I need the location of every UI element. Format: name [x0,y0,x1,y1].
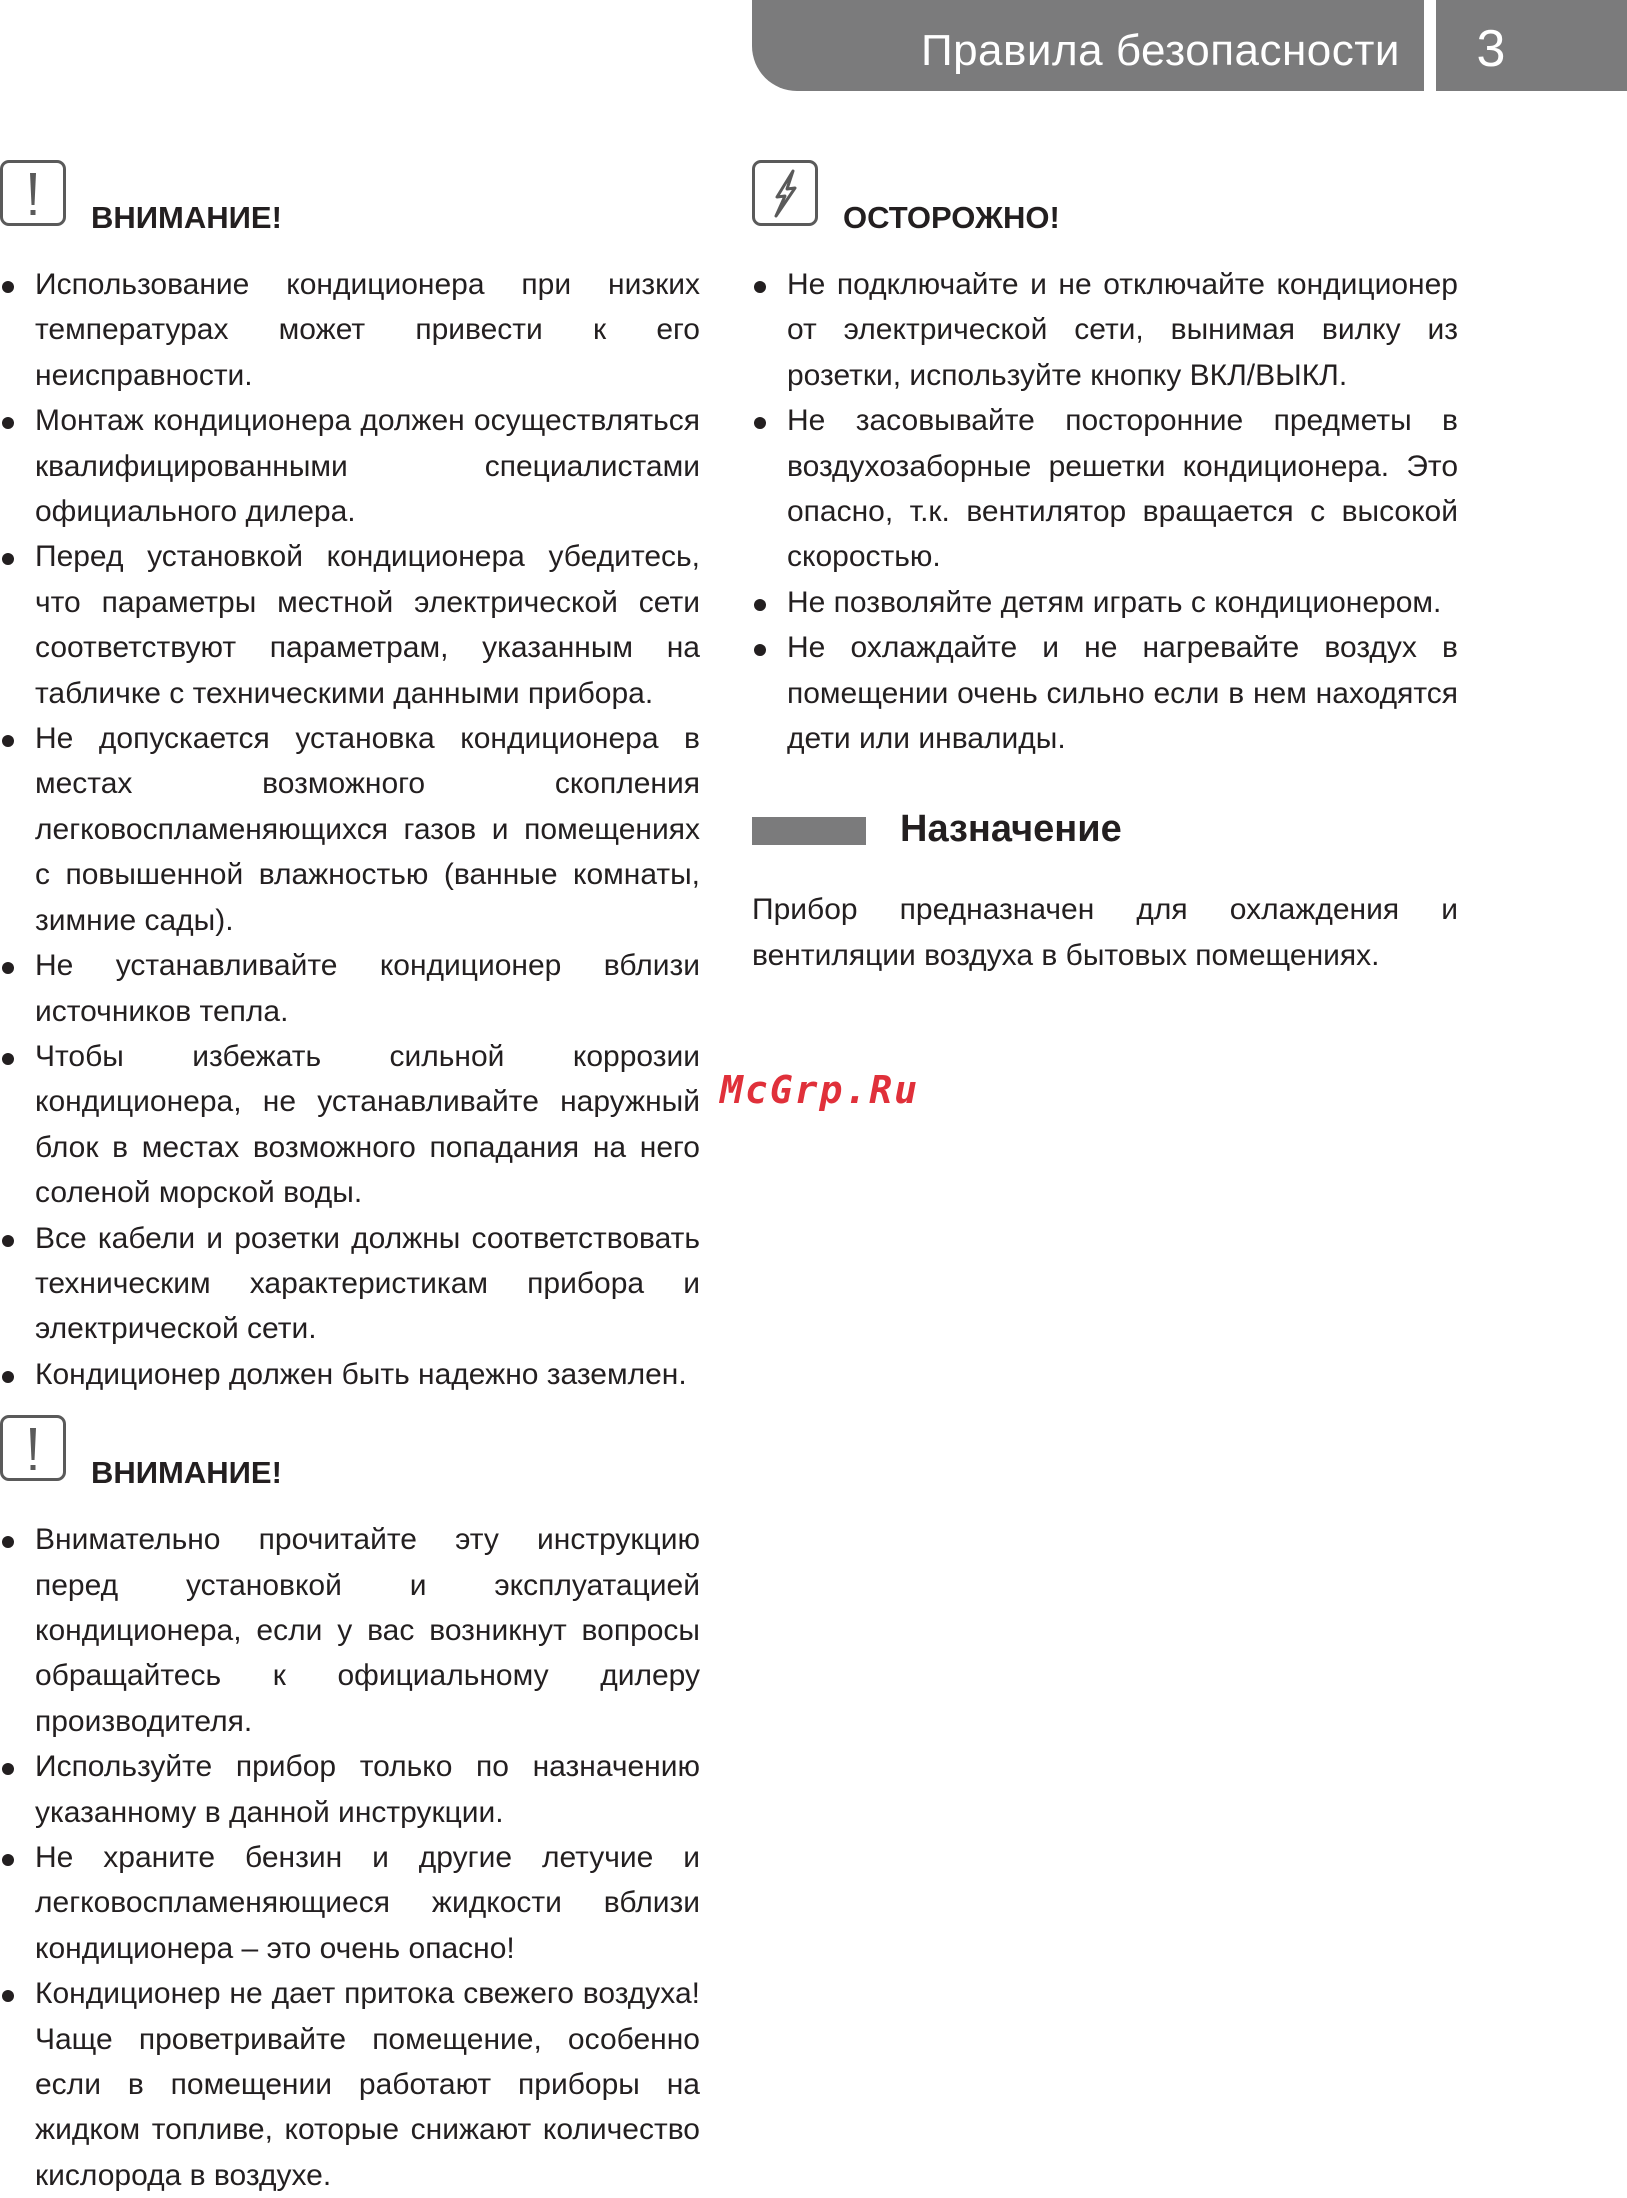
notice-title: ВНИМАНИЕ! [91,200,282,235]
list-item: Использование кондиционера при низких температурах может привести к его неисправности. [0,262,700,398]
section-title: Правила безопасности [920,26,1400,75]
caution-notice [752,160,1458,761]
watermark: McGrp.Ru [720,1068,920,1112]
list-item: Не храните бензин и другие летучие и легковоспламеняющиеся жидкости вблизи кондиционера – это очень опасно! [0,1835,700,1971]
purpose-text: Прибор предназначен для охлаждения и вентиляции воздуха в бытовых помещениях. [752,893,1458,972]
notice-list [752,262,1458,761]
attention-notice-2 [0,1415,700,2198]
notice-header [752,160,1458,262]
page-number: 3 [1476,20,1506,78]
list-item: Не позволяйте детям играть с кондиционером. [752,580,1458,625]
heading-title: Назначение [900,808,1122,851]
list-item: Кондиционер должен быть надежно заземлен. [0,1352,700,1397]
lightning-icon [752,160,818,226]
list-item: Монтаж кондиционера должен осуществляться квалифицированными специалистами официального дилера. [0,398,700,534]
list-item: Чтобы избежать сильной коррозии кондиционера, не устанавливайте наружный блок в местах возможного попадания на него соленой морской воды. [0,1034,700,1216]
heading-bar [752,817,866,845]
list-item: Не засовывайте посторонние предметы в воздухозаборные решетки кондиционера. Это опасно, т.к. вентилятор вращается с высокой скоростью. [752,398,1458,580]
exclamation-icon [0,160,66,226]
list-item: Не охлаждайте и не нагревайте воздух в помещении очень сильно если в нем находятся дети или инвалиды. [752,625,1458,761]
notice-title: ВНИМАНИЕ! [91,1455,282,1491]
page-header [752,0,1627,91]
notice-list [0,1517,700,2198]
purpose-heading [752,801,1458,861]
notice-title: ОСТОРОЖНО! [843,200,1060,235]
attention-notice-1 [0,160,700,1397]
list-item: Кондиционер не дает притока свежего воздуха! Чаще проветривайте помещение, особенно если в помещении работают приборы на жидком топливе, которые снижают количество кислорода в воздухе. [0,1971,700,2198]
list-item: Не подключайте и не отключайте кондиционер от электрической сети, вынимая вилку из розетки, используйте кнопку ВКЛ/ВЫКЛ. [752,262,1458,398]
list-item: Используйте прибор только по назначению указанному в данной инструкции. [0,1744,700,1835]
notice-list [0,262,700,1397]
exclamation-icon [0,1415,66,1481]
list-item: Не допускается установка кондиционера в местах возможного скопления легковоспламеняющихся газов и помещениях с повышенной влажностью (ванные комнаты, зимние сады). [0,716,700,943]
notice-header [0,160,700,262]
header-divider [1424,0,1436,91]
list-item: Перед установкой кондиционера убедитесь, что параметры местной электрической сети соответствуют параметрам, указанным на табличке с техническими данными прибора. [0,534,700,716]
list-item: Внимательно прочитайте эту инструкцию перед установкой и эксплуатацией кондиционера, если у вас возникнут вопросы обращайтесь к официальному дилеру производителя. [0,1517,700,1744]
right-column [752,160,1458,978]
notice-header [0,1415,700,1517]
left-column [0,160,700,2198]
list-item: Не устанавливайте кондиционер вблизи источников тепла. [0,943,700,1034]
list-item: Все кабели и розетки должны соответствовать техническим характеристикам прибора и электрической сети. [0,1216,700,1352]
